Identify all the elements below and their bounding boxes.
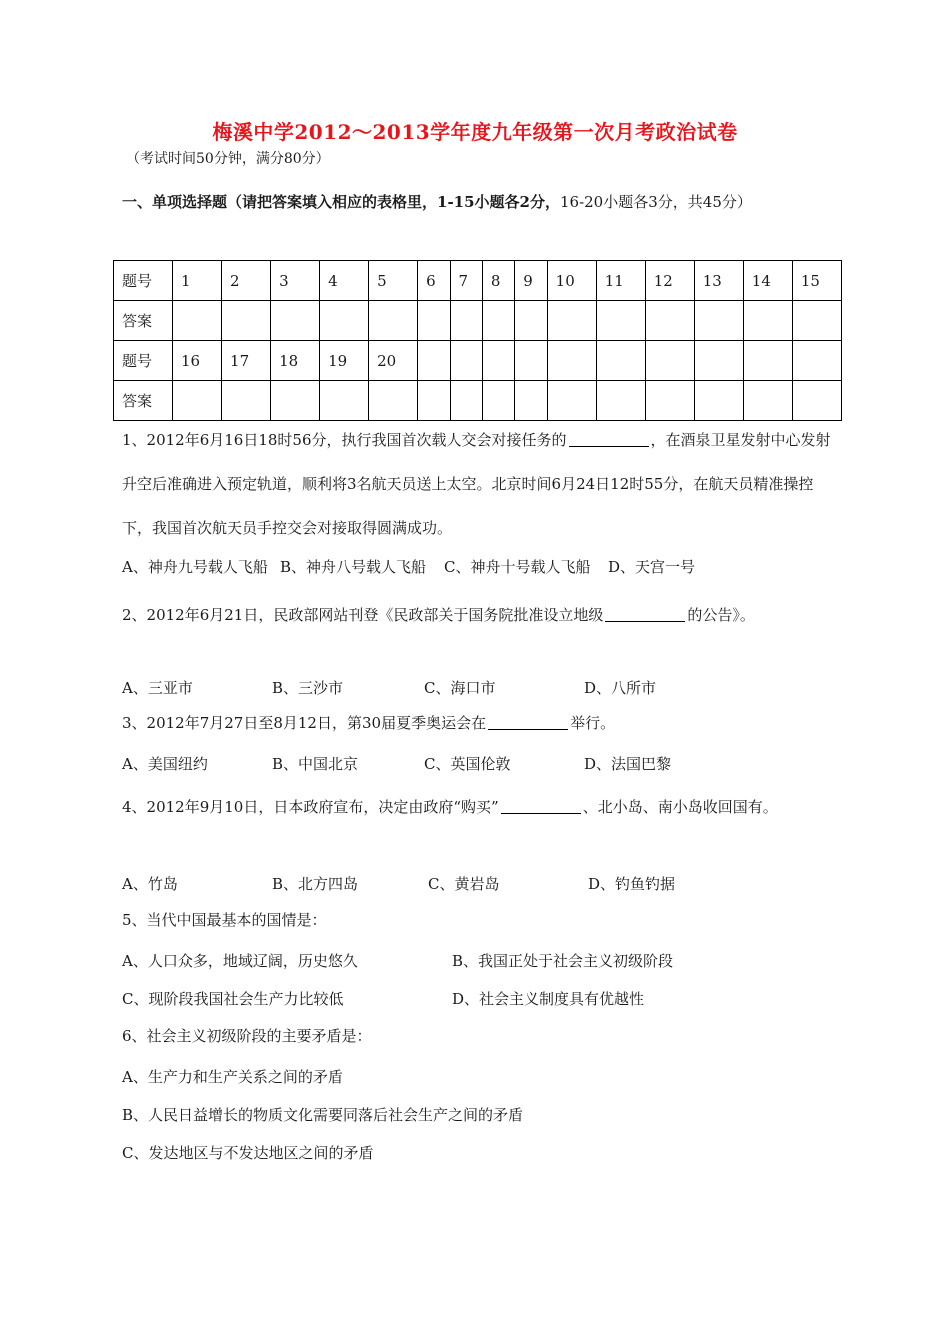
answer-cell[interactable] [482,301,514,341]
answer-cell[interactable] [645,381,694,421]
table-cell: 4 [320,261,369,301]
table-cell [547,341,596,381]
answer-blank[interactable] [501,795,581,814]
option-d[interactable]: D、天宫一号 [608,558,696,576]
option-a[interactable]: A、竹岛 [122,875,178,893]
table-head-cell: 题号 [114,341,173,381]
table-cell: 9 [515,261,547,301]
answer-cell[interactable] [694,381,743,421]
table-cell: 13 [694,261,743,301]
table-row [114,301,842,341]
option-b[interactable]: B、神舟八号载人飞船 [280,558,427,576]
table-cell: 19 [320,341,369,381]
table-cell [596,341,645,381]
question-text: 的公告》。 [687,606,755,624]
answer-cell[interactable] [596,381,645,421]
question-text: ，在酒泉卫星发射中心发射升空后准确进入预定轨道，顺利将3名航天员送上太空。北京时间6月24日12时55分，在航天员精准操控下，我国首次航天员手控交会对接取得圆满成功。 [122,431,831,537]
option-a[interactable]: A、人口众多，地域辽阔，历史悠久 [122,952,358,970]
exam-title: 梅溪中学2012～2013学年度九年级第一次月考政治试卷 [212,120,738,144]
table-cell: 10 [547,261,596,301]
table-cell: 5 [369,261,418,301]
table-head-cell: 答案 [114,381,173,421]
question-text: 4、2012年9月10日，日本政府宣布，决定由政府“购买” [122,798,499,816]
question-3 [122,701,842,745]
answer-cell[interactable] [271,301,320,341]
answer-cell[interactable] [450,301,482,341]
answer-cell[interactable] [515,381,547,421]
table-cell: 3 [271,261,320,301]
answer-cell[interactable] [369,301,418,341]
question-text: 6、社会主义初级阶段的主要矛盾是： [122,1027,372,1045]
answer-cell[interactable] [271,381,320,421]
table-cell [743,341,792,381]
table-cell: 6 [418,261,450,301]
table-cell [450,341,482,381]
table-cell: 1 [173,261,222,301]
table-cell: 18 [271,341,320,381]
option-d[interactable]: D、法国巴黎 [584,755,672,773]
option-a[interactable]: A、三亚市 [122,679,193,697]
answer-cell[interactable] [320,381,369,421]
answer-cell[interactable] [418,381,450,421]
option-c[interactable]: C、黄岩岛 [428,875,500,893]
option-d[interactable]: D、八所市 [584,679,657,697]
table-cell: 12 [645,261,694,301]
table-cell: 2 [222,261,271,301]
answer-cell[interactable] [222,301,271,341]
answer-cell[interactable] [792,381,841,421]
option-c[interactable]: C、现阶段我国社会生产力比较低 [122,990,344,1008]
section-heading-bold: 一、单项选择题（请把答案填入相应的表格里，1-15小题各2分， [122,193,560,211]
answer-table [113,260,842,421]
answer-cell[interactable] [450,381,482,421]
option-c[interactable]: C、海口市 [424,679,496,697]
section-heading-normal: 16-20小题各3分，共45分） [559,193,752,211]
answer-cell[interactable] [645,301,694,341]
option-b[interactable]: B、人民日益增长的物质文化需要同落后社会生产之间的矛盾 [122,1106,524,1124]
question-text: 2、2012年6月21日，民政部网站刊登《民政部关于国务院批准设立地级 [122,606,604,624]
answer-cell[interactable] [173,381,222,421]
table-cell [418,341,450,381]
question-4 [122,785,842,829]
option-d[interactable]: D、社会主义制度具有优越性 [452,990,645,1008]
table-cell [482,341,514,381]
answer-cell[interactable] [792,301,841,341]
answer-cell[interactable] [369,381,418,421]
option-b[interactable]: B、三沙市 [272,679,344,697]
table-cell: 14 [743,261,792,301]
question-text: 1、2012年6月16日18时56分，执行我国首次载人交会对接任务的 [122,431,567,449]
answer-cell[interactable] [547,381,596,421]
table-cell [515,341,547,381]
answer-cell[interactable] [320,301,369,341]
answer-cell[interactable] [694,301,743,341]
answer-cell[interactable] [418,301,450,341]
exam-subtitle: （考试时间50分钟，满分80分） [126,151,330,167]
option-a[interactable]: A、生产力和生产关系之间的矛盾 [122,1068,343,1086]
option-b[interactable]: B、我国正处于社会主义初级阶段 [452,952,674,970]
table-cell: 20 [369,341,418,381]
table-cell: 16 [173,341,222,381]
answer-blank[interactable] [488,711,568,730]
question-text: 举行。 [570,714,616,732]
table-cell: 7 [450,261,482,301]
question-text: 5、当代中国最基本的国情是： [122,911,327,929]
question-text: 3、2012年7月27日至8月12日，第30届夏季奥运会在 [122,714,487,732]
option-a[interactable]: A、美国纽约 [122,755,208,773]
answer-cell[interactable] [743,381,792,421]
option-d[interactable]: D、钓鱼钓据 [588,875,676,893]
question-6 [122,1014,842,1058]
answer-cell[interactable] [222,381,271,421]
answer-cell[interactable] [596,301,645,341]
answer-cell[interactable] [547,301,596,341]
table-cell [792,341,841,381]
question-2 [122,593,842,637]
table-cell: 8 [482,261,514,301]
answer-blank[interactable] [569,428,649,447]
option-c[interactable]: C、发达地区与不发达地区之间的矛盾 [122,1144,374,1162]
table-cell: 11 [596,261,645,301]
table-head-cell: 题号 [114,261,173,301]
table-row [114,341,842,381]
option-b[interactable]: B、中国北京 [272,755,359,773]
answer-cell[interactable] [743,301,792,341]
table-row [114,381,842,421]
section-heading [122,178,842,226]
question-5 [122,898,842,942]
table-cell [645,341,694,381]
option-b[interactable]: B、北方四岛 [272,875,359,893]
question-text: 、北小岛、南小岛收回国有。 [582,798,778,816]
table-cell: 15 [792,261,841,301]
question-1 [122,418,842,550]
option-c[interactable]: C、神舟十号载人飞船 [444,558,591,576]
answer-cell[interactable] [173,301,222,341]
table-head-cell: 答案 [114,301,173,341]
table-cell: 17 [222,341,271,381]
answer-cell[interactable] [482,381,514,421]
table-row [114,261,842,301]
table-cell [694,341,743,381]
answer-blank[interactable] [605,603,685,622]
option-c[interactable]: C、英国伦敦 [424,755,511,773]
answer-cell[interactable] [515,301,547,341]
option-a[interactable]: A、神舟九号载人飞船 [122,558,268,576]
